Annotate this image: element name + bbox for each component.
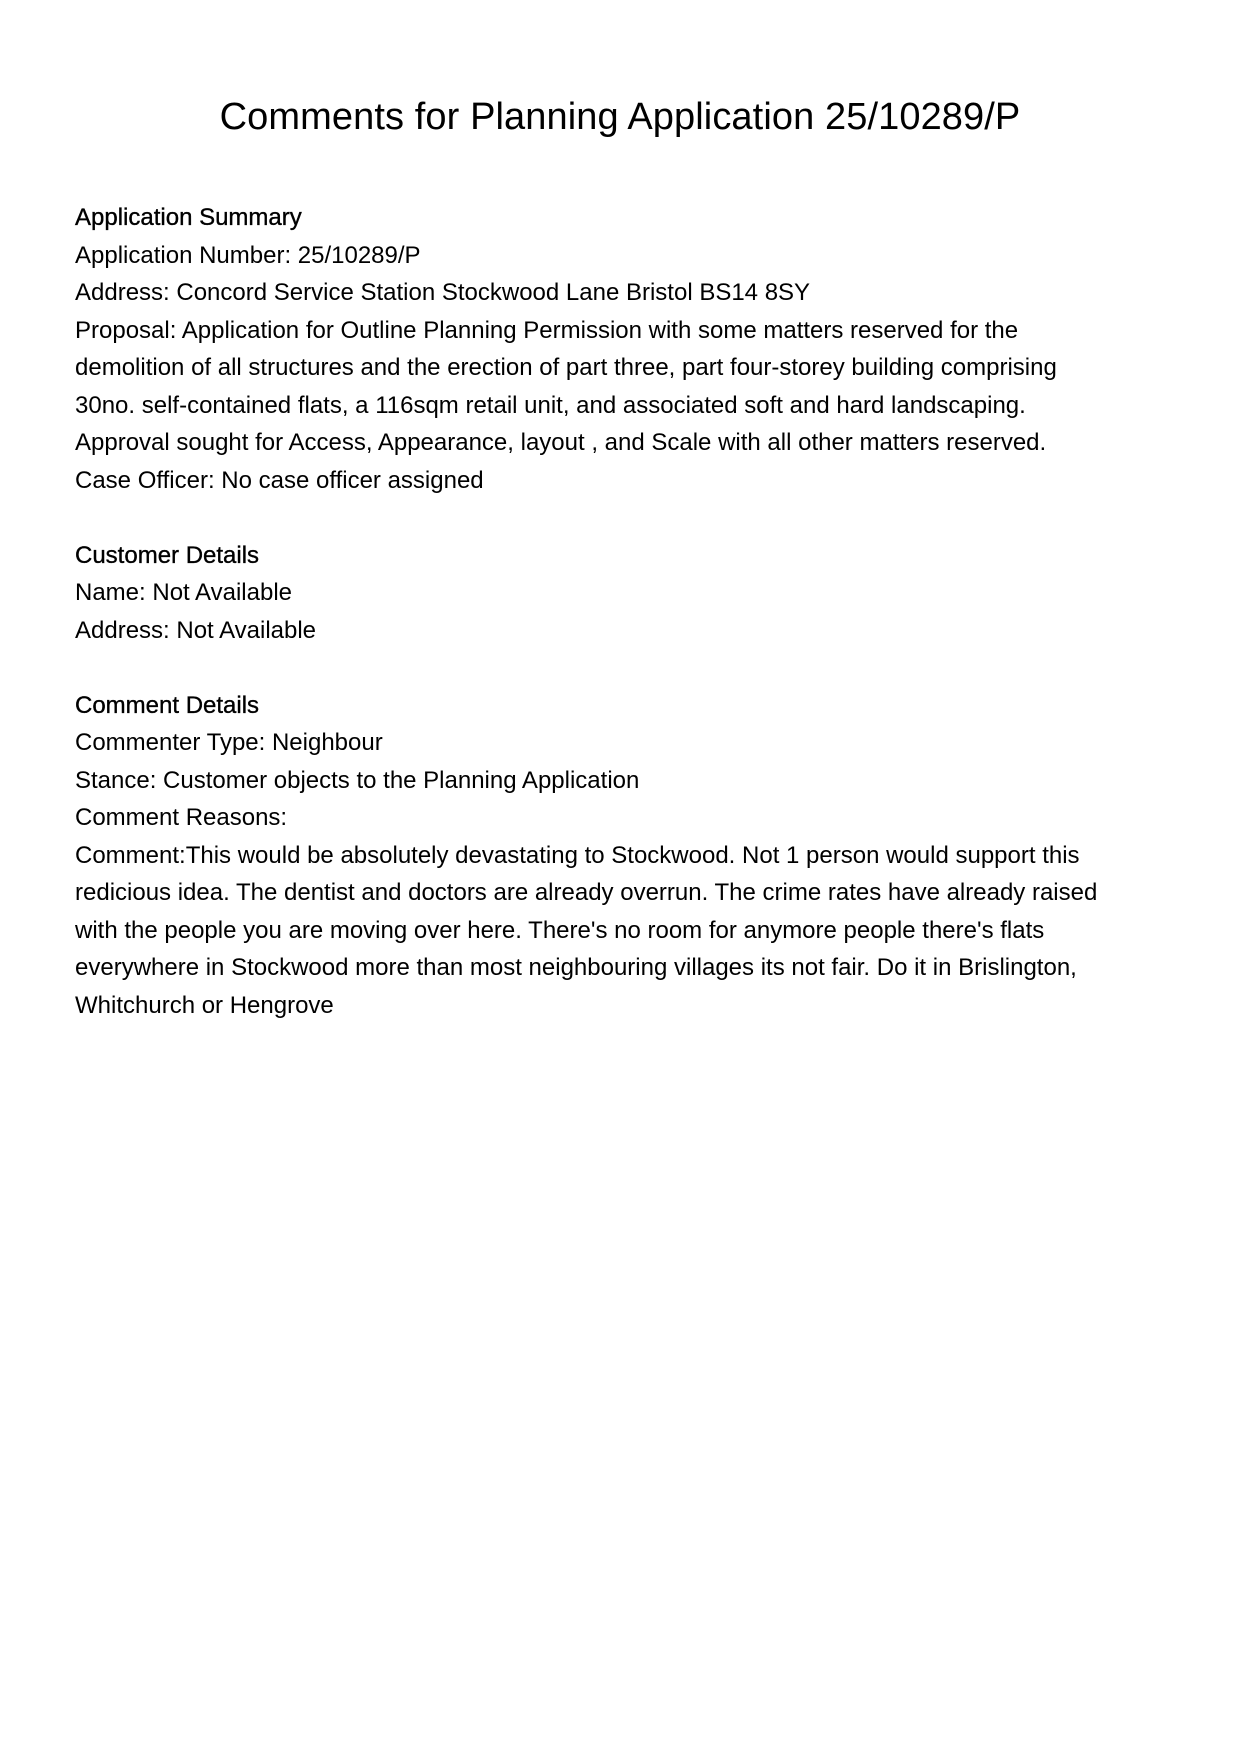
comment-line: everywhere in Stockwood more than most neighbouring villages its not fair. Do it in Brislington, bbox=[75, 954, 1077, 981]
proposal-line: 30no. self-contained flats, a 116sqm retail unit, and associated soft and hard landscaping. bbox=[75, 391, 1026, 419]
document-body bbox=[75, 199, 1175, 1062]
page-title: Comments for Planning Application 25/10289/P bbox=[219, 96, 1021, 138]
commenter-type: Commenter Type: Neighbour bbox=[75, 729, 383, 756]
proposal-line: Approval sought for Access, Appearance, layout , and Scale with all other matters reserved. bbox=[75, 429, 1047, 456]
comment-line: with the people you are moving over here. There's no room for anymore people there's flats bbox=[75, 916, 1045, 944]
proposal-line: demolition of all structures and the erection of part three, part four-storey building comprising bbox=[75, 354, 1057, 381]
case-officer: Case Officer: No case officer assigned bbox=[75, 466, 484, 494]
application-address: Address: Concord Service Station Stockwood Lane Bristol BS14 8SY bbox=[75, 279, 811, 306]
proposal-text bbox=[75, 312, 1175, 462]
customer-details-section bbox=[75, 537, 1175, 650]
application-number: Application Number: 25/10289/P bbox=[75, 241, 421, 269]
comment-reasons: Comment Reasons: bbox=[75, 804, 288, 831]
application-summary-section bbox=[75, 199, 1175, 499]
application-summary-heading: Application Summary bbox=[75, 204, 302, 231]
comment-details-heading: Comment Details bbox=[75, 691, 260, 719]
customer-address: Address: Not Available bbox=[75, 616, 317, 644]
comment-line: Comment:This would be absolutely devastating to Stockwood. Not 1 person would support this bbox=[75, 841, 1080, 869]
comment-line: redicious idea. The dentist and doctors are already overrun. The crime rates have already raised bbox=[75, 879, 1098, 906]
proposal-line: Proposal: Application for Outline Planning Permission with some matters reserved for the bbox=[75, 316, 1019, 344]
stance: Stance: Customer objects to the Planning Application bbox=[75, 766, 640, 794]
comment-line: Whitchurch or Hengrove bbox=[75, 991, 334, 1019]
comment-text bbox=[75, 837, 1175, 1025]
comment-details-section bbox=[75, 687, 1175, 1025]
customer-name: Name: Not Available bbox=[75, 579, 293, 606]
customer-details-heading: Customer Details bbox=[75, 541, 260, 569]
